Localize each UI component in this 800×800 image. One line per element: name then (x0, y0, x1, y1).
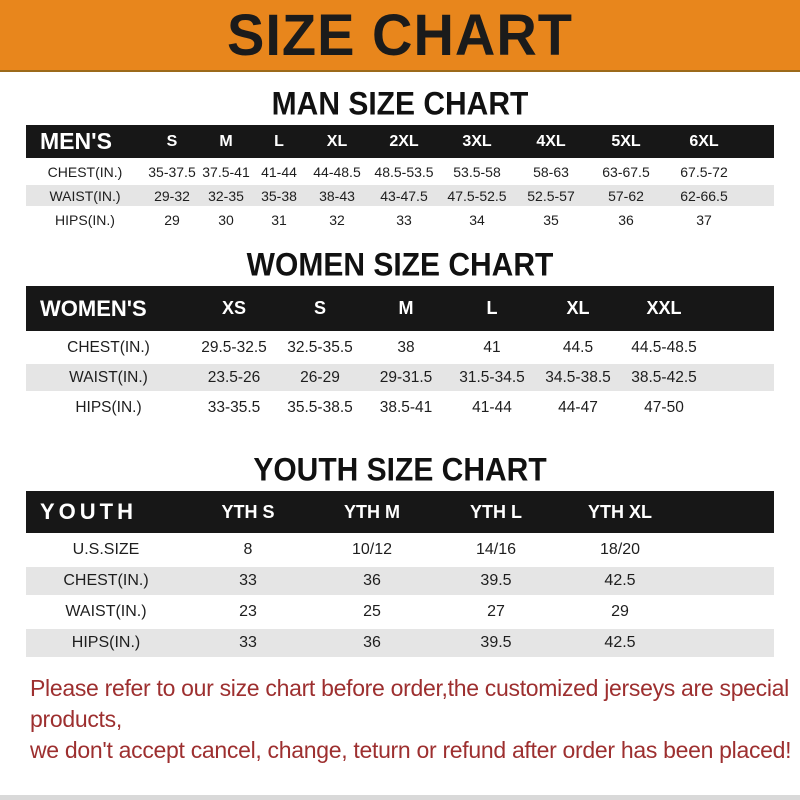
size-column-header: XXL (621, 286, 707, 331)
size-cell: 35-37.5 (144, 161, 200, 182)
size-cell: 44.5-48.5 (621, 334, 707, 361)
size-cell: 52.5-57 (514, 185, 588, 206)
size-cell: 10/12 (310, 536, 434, 564)
row-filler (707, 364, 774, 391)
row-label: HIPS(IN.) (26, 629, 186, 657)
size-column-header: XS (191, 286, 277, 331)
row-label: HIPS(IN.) (26, 394, 191, 421)
size-cell: 29 (558, 598, 682, 626)
size-column-header: 6XL (664, 125, 744, 158)
disclaimer-line-1: Please refer to our size chart before order,the customized jerseys are special products, (30, 675, 789, 732)
row-filler (707, 394, 774, 421)
row-filler (682, 536, 774, 564)
size-cell: 34 (440, 209, 514, 230)
youth-section-heading: YOUTH SIZE CHART (253, 452, 547, 489)
size-cell: 38.5-41 (363, 394, 449, 421)
size-cell: 33-35.5 (191, 394, 277, 421)
size-cell: 36 (310, 567, 434, 595)
size-cell: 53.5-58 (440, 161, 514, 182)
table-title: MEN'S (26, 125, 144, 158)
row-filler (744, 161, 774, 182)
row-label: HIPS(IN.) (26, 209, 144, 230)
size-column-header: YTH XL (558, 491, 682, 533)
size-cell: 43-47.5 (368, 185, 440, 206)
size-column-header: 3XL (440, 125, 514, 158)
size-cell: 63-67.5 (588, 161, 664, 182)
size-cell: 25 (310, 598, 434, 626)
table-row (26, 185, 774, 206)
size-cell: 31 (252, 209, 306, 230)
row-filler (682, 598, 774, 626)
row-filler (744, 209, 774, 230)
size-cell: 42.5 (558, 629, 682, 657)
man-section-heading: MAN SIZE CHART (271, 86, 529, 123)
size-column-header: S (277, 286, 363, 331)
bottom-edge-strip (0, 795, 800, 800)
row-filler (682, 567, 774, 595)
row-label: WAIST(IN.) (26, 185, 144, 206)
size-cell: 38-43 (306, 185, 368, 206)
row-label: CHEST(IN.) (26, 334, 191, 361)
size-cell: 30 (200, 209, 252, 230)
size-column-header: M (200, 125, 252, 158)
size-cell: 38 (363, 334, 449, 361)
table-row (26, 629, 774, 657)
size-cell: 26-29 (277, 364, 363, 391)
header-row (26, 491, 774, 533)
size-cell: 47.5-52.5 (440, 185, 514, 206)
row-label: WAIST(IN.) (26, 364, 191, 391)
size-cell: 34.5-38.5 (535, 364, 621, 391)
youth-size-table (26, 488, 774, 660)
size-column-header: S (144, 125, 200, 158)
size-cell: 27 (434, 598, 558, 626)
size-column-header: M (363, 286, 449, 331)
size-cell: 23 (186, 598, 310, 626)
size-cell: 58-63 (514, 161, 588, 182)
size-column-header: YTH S (186, 491, 310, 533)
size-cell: 29-32 (144, 185, 200, 206)
size-cell: 38.5-42.5 (621, 364, 707, 391)
size-cell: 36 (588, 209, 664, 230)
size-cell: 57-62 (588, 185, 664, 206)
size-column-header: YTH M (310, 491, 434, 533)
table-title: YOUTH (26, 491, 186, 533)
size-cell: 32 (306, 209, 368, 230)
table-row (26, 536, 774, 564)
size-cell: 42.5 (558, 567, 682, 595)
size-cell: 32.5-35.5 (277, 334, 363, 361)
men-size-table (26, 122, 774, 233)
row-filler (682, 629, 774, 657)
table-title: WOMEN'S (26, 286, 191, 331)
size-cell: 18/20 (558, 536, 682, 564)
header-row (26, 125, 774, 158)
size-column-header: 2XL (368, 125, 440, 158)
women-size-table (26, 283, 774, 424)
table-row (26, 394, 774, 421)
size-cell: 29.5-32.5 (191, 334, 277, 361)
size-column-header: XL (306, 125, 368, 158)
size-cell: 29 (144, 209, 200, 230)
row-label: CHEST(IN.) (26, 567, 186, 595)
size-cell: 39.5 (434, 567, 558, 595)
size-cell: 37.5-41 (200, 161, 252, 182)
row-filler (707, 334, 774, 361)
disclaimer-line-2: we don't accept cancel, change, teturn or refund after order has been placed! (30, 737, 792, 763)
size-cell: 23.5-26 (191, 364, 277, 391)
row-filler (744, 185, 774, 206)
size-cell: 41-44 (449, 394, 535, 421)
size-column-header: 5XL (588, 125, 664, 158)
size-cell: 35.5-38.5 (277, 394, 363, 421)
order-disclaimer (30, 673, 800, 766)
size-cell: 8 (186, 536, 310, 564)
table-row (26, 364, 774, 391)
size-column-header: L (252, 125, 306, 158)
size-cell: 67.5-72 (664, 161, 744, 182)
header-filler (707, 286, 774, 331)
size-cell: 36 (310, 629, 434, 657)
size-cell: 29-31.5 (363, 364, 449, 391)
size-chart-banner (0, 0, 800, 72)
size-cell: 47-50 (621, 394, 707, 421)
size-cell: 44.5 (535, 334, 621, 361)
size-cell: 41 (449, 334, 535, 361)
header-row (26, 286, 774, 331)
header-filler (682, 491, 774, 533)
size-column-header: XL (535, 286, 621, 331)
size-cell: 14/16 (434, 536, 558, 564)
size-cell: 32-35 (200, 185, 252, 206)
table-row (26, 567, 774, 595)
size-cell: 33 (186, 629, 310, 657)
women-section-heading: WOMEN SIZE CHART (246, 247, 554, 284)
size-cell: 44-48.5 (306, 161, 368, 182)
size-column-header: 4XL (514, 125, 588, 158)
size-cell: 33 (368, 209, 440, 230)
size-cell: 33 (186, 567, 310, 595)
size-column-header: YTH L (434, 491, 558, 533)
size-cell: 48.5-53.5 (368, 161, 440, 182)
header-filler (744, 125, 774, 158)
size-cell: 35 (514, 209, 588, 230)
size-cell: 39.5 (434, 629, 558, 657)
size-cell: 37 (664, 209, 744, 230)
size-cell: 41-44 (252, 161, 306, 182)
row-label: WAIST(IN.) (26, 598, 186, 626)
size-cell: 35-38 (252, 185, 306, 206)
banner-title: SIZE CHART (227, 1, 573, 68)
size-cell: 31.5-34.5 (449, 364, 535, 391)
table-row (26, 598, 774, 626)
size-column-header: L (449, 286, 535, 331)
table-row (26, 334, 774, 361)
table-row (26, 161, 774, 182)
table-row (26, 209, 774, 230)
row-label: U.S.SIZE (26, 536, 186, 564)
size-cell: 44-47 (535, 394, 621, 421)
size-cell: 62-66.5 (664, 185, 744, 206)
row-label: CHEST(IN.) (26, 161, 144, 182)
